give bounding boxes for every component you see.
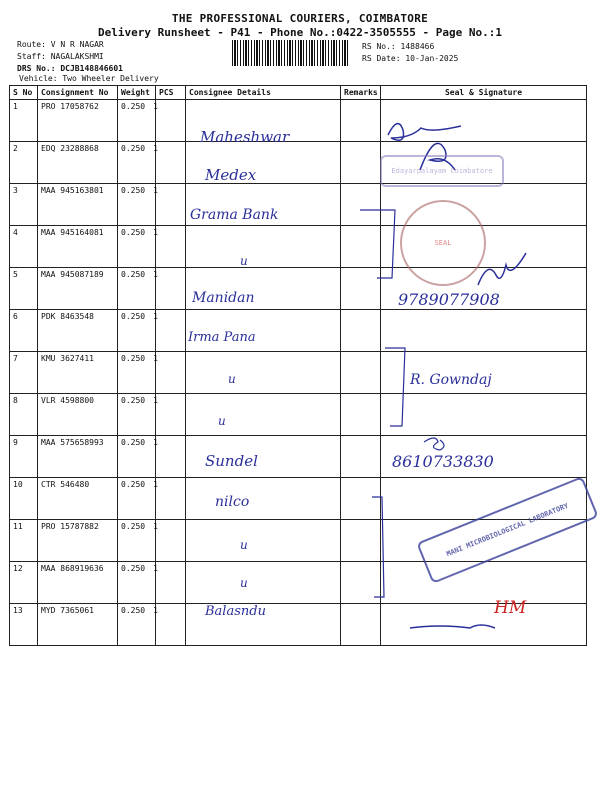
handwritten-consignee-6: Irma Pana	[188, 330, 256, 345]
pcs: 1	[153, 144, 158, 153]
pcs: 1	[153, 396, 158, 405]
handwritten-consignee-9: Sundel	[205, 452, 258, 470]
signature-scribble-9	[424, 438, 444, 450]
pcs: 1	[153, 102, 158, 111]
handwritten-consignee-5: Manidan	[192, 290, 255, 306]
pcs: 1	[153, 228, 158, 237]
vehicle-value: Two Wheeler Delivery	[62, 74, 159, 83]
handwritten-ditto-4: u	[240, 254, 248, 268]
pcs: 1	[153, 606, 158, 615]
handwritten-ditto-7: u	[228, 372, 236, 386]
col-seal-signature: Seal & Signature	[381, 86, 587, 100]
route-value: V N R NAGAR	[50, 40, 104, 49]
consignment-no: PDK 8463548	[38, 310, 118, 352]
consignment-no: MAA 945087189	[38, 268, 118, 310]
rs-date-value: 10-Jan-2025	[405, 54, 459, 63]
sno: 9	[10, 436, 38, 478]
handwritten-phone-9: 8610733830	[392, 452, 494, 471]
bracket-line-10	[372, 497, 384, 597]
sno: 4	[10, 226, 38, 268]
sno: 8	[10, 394, 38, 436]
vehicle-label: Vehicle:	[19, 74, 58, 83]
route-label: Route:	[17, 40, 46, 49]
rs-no-value: 1488466	[400, 42, 435, 51]
consignment-no: MAA 945164081	[38, 226, 118, 268]
pcs: 1	[153, 186, 158, 195]
sno: 3	[10, 184, 38, 226]
signature-scribble-1	[388, 124, 461, 141]
consignment-no: MAA 575658993	[38, 436, 118, 478]
pcs: 1	[153, 354, 158, 363]
weight: 0.250	[121, 144, 146, 153]
bracket-line-3	[360, 210, 395, 278]
weight: 0.250	[121, 480, 146, 489]
col-sno: S No	[10, 86, 38, 100]
weight: 0.250	[121, 312, 146, 321]
consignment-no: KMU 3627411	[38, 352, 118, 394]
consignment-no: VLR 4598800	[38, 394, 118, 436]
stamp-row-3: SEAL	[400, 200, 486, 286]
col-remarks: Remarks	[341, 86, 381, 100]
pcs: 1	[153, 438, 158, 447]
col-weight: Weight	[118, 86, 156, 100]
sno: 13	[10, 604, 38, 646]
sno: 1	[10, 100, 38, 142]
weight: 0.250	[121, 522, 146, 531]
col-pcs: PCS	[156, 86, 186, 100]
company-name: THE PROFESSIONAL COURIERS, COIMBATORE	[171, 12, 429, 25]
consignment-no: MAA 945163801	[38, 184, 118, 226]
signature-scribble-5	[478, 253, 526, 285]
stamp-laboratory: MANI MICROBIOLOGICAL LABORATORY	[416, 476, 598, 584]
handwritten-consignee-2: Medex	[205, 166, 257, 184]
weight: 0.250	[121, 102, 146, 111]
sno: 11	[10, 520, 38, 562]
weight: 0.250	[121, 564, 146, 573]
sno: 6	[10, 310, 38, 352]
handwritten-consignee-1: Maheshwar	[200, 128, 290, 146]
signature-scribble-13	[410, 625, 495, 628]
consignment-no: CTR 546480	[38, 478, 118, 520]
pcs: 1	[153, 480, 158, 489]
pcs: 1	[153, 312, 158, 321]
sno: 7	[10, 352, 38, 394]
handwritten-consignee-10: nilco	[215, 494, 250, 510]
handwritten-ditto-11: u	[240, 538, 248, 552]
weight: 0.250	[121, 438, 146, 447]
handwritten-ditto-12: u	[240, 576, 248, 590]
weight: 0.250	[121, 396, 146, 405]
consignment-no: EDQ 23288868	[38, 142, 118, 184]
sno: 5	[10, 268, 38, 310]
sno: 2	[10, 142, 38, 184]
runsheet-title: Delivery Runsheet - P41 - Phone No.:0422-3505555 - Page No.:1	[98, 26, 502, 39]
handwritten-signature-13: HM	[494, 598, 527, 618]
handwritten-signature-7: R. Gowndaj	[410, 372, 492, 388]
col-consignee: Consignee Details	[186, 86, 341, 100]
handwritten-ditto-8: u	[218, 414, 226, 428]
sno: 10	[10, 478, 38, 520]
sno: 12	[10, 562, 38, 604]
stamp-row-2: Edayarpalayam Coimbatore	[380, 155, 504, 187]
consignment-no: PRO 17058762	[38, 100, 118, 142]
bracket-line-7	[385, 348, 405, 426]
consignment-no: MAA 868919636	[38, 562, 118, 604]
staff-value: NAGALAKSHMI	[50, 52, 104, 61]
handwritten-phone-5: 9789077908	[398, 290, 500, 309]
pcs: 1	[153, 564, 158, 573]
consignment-no: MYD 7365061	[38, 604, 118, 646]
drs-value: DCJB148846601	[60, 64, 123, 73]
pcs: 1	[153, 522, 158, 531]
pcs: 1	[153, 270, 158, 279]
drs-label: DRS No.:	[17, 64, 56, 73]
weight: 0.250	[121, 228, 146, 237]
consignment-no: PRO 15787882	[38, 520, 118, 562]
rs-no-label: RS No.:	[362, 42, 396, 51]
weight: 0.250	[121, 186, 146, 195]
handwritten-consignee-13: Balasndu	[205, 604, 266, 619]
rs-date-label: RS Date:	[362, 54, 401, 63]
col-consignment: Consignment No	[38, 86, 118, 100]
handwritten-consignee-3: Grama Bank	[190, 207, 279, 223]
weight: 0.250	[121, 270, 146, 279]
weight: 0.250	[121, 606, 146, 615]
weight: 0.250	[121, 354, 146, 363]
staff-label: Staff:	[17, 52, 46, 61]
